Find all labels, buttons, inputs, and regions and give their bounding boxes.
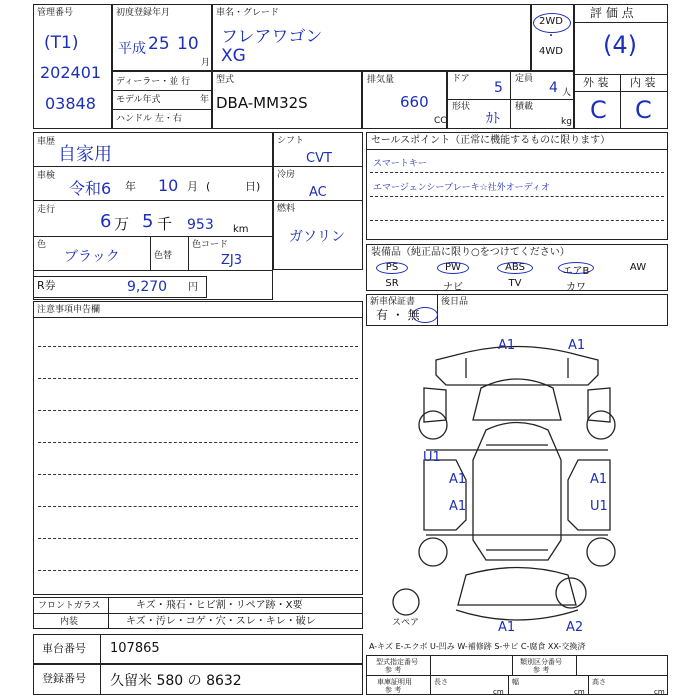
inspection-era-unit: 年: [125, 180, 136, 193]
car-grade: XG: [221, 46, 246, 66]
rating-value: (4): [603, 31, 637, 59]
recycle-box: [33, 276, 207, 298]
fuel-value: ガソリン: [289, 229, 345, 245]
glass-value: キズ・飛石・ヒビ割・リペア跡・X要: [136, 600, 303, 611]
door-value: 5: [494, 80, 503, 96]
mark-7: U1: [590, 499, 608, 514]
footer-cert: 車庫証明用: [377, 678, 412, 686]
inspection-era: 令和6: [69, 179, 112, 198]
fuel-label: 燃料: [277, 204, 296, 214]
drive-4wd: 4WD: [539, 46, 563, 57]
mileage-u1: 万: [114, 215, 130, 233]
spare-label: スペア: [392, 618, 420, 628]
mileage-label: 走行: [37, 205, 56, 215]
first-reg-year: 25: [148, 34, 170, 54]
load-label: 積載: [515, 102, 534, 112]
equip-aw: AW: [629, 262, 647, 273]
mark-6: A1: [449, 499, 467, 514]
drive-divider: [530, 4, 532, 71]
footer-length-cm: cm: [493, 688, 504, 696]
footer-width-cm: cm: [574, 688, 585, 696]
warranty-label: 新車保証書: [370, 297, 416, 307]
equip-abs: ABS: [505, 262, 525, 273]
drive-2wd: 2WD: [539, 16, 563, 27]
cap-label: 定員: [515, 74, 534, 84]
mgmt-line2: 202401: [40, 63, 102, 82]
footer-length: 長さ: [434, 678, 448, 686]
color-value: ブラック: [64, 249, 120, 265]
load-unit: kg: [561, 117, 572, 127]
equipment-label: 装備品（純正品に限り○をつけてください）: [371, 247, 570, 258]
chassis-label: 車台番号: [42, 642, 86, 655]
sales-line1: スマートキー: [373, 159, 427, 169]
mark-8: A1: [498, 620, 516, 635]
dealer-label: ディーラー・並 行: [116, 77, 191, 87]
glass-label: フロントガラス: [38, 601, 101, 611]
mgmt-line3: 03848: [45, 94, 96, 113]
color-code-label: 色コード: [192, 240, 229, 250]
plate-label: 登録番号: [42, 672, 86, 685]
footer-height: 高さ: [592, 678, 606, 686]
cap-unit: 人: [562, 88, 572, 98]
cc-label: 排気量: [367, 75, 395, 85]
first-reg-era: 平成: [118, 41, 146, 57]
inspection-day-open: (: [206, 180, 211, 193]
ac-label: 冷房: [277, 170, 296, 180]
int-label: 内 装: [630, 76, 656, 89]
type-value: DBA-MM32S: [216, 94, 308, 112]
mark-1: A1: [498, 338, 516, 353]
sales-label: セールスポイント（正常に機能するものに限ります）: [371, 135, 611, 146]
mark-5: A1: [590, 472, 608, 487]
mileage-unit: km: [233, 224, 249, 235]
mark-3: U1: [423, 450, 441, 465]
footer-height-cm: cm: [654, 688, 665, 696]
history-label: 車歴: [37, 137, 56, 147]
mileage-u2: 千: [157, 215, 173, 233]
inspection-label: 車検: [37, 171, 56, 181]
interior-label: 内装: [60, 617, 79, 627]
recycle-unit: 円: [188, 282, 198, 293]
cc-unit: CC: [434, 116, 447, 126]
equip-airbag: エアB: [562, 266, 590, 277]
shift-label: シフト: [277, 136, 305, 146]
warranty-value: 有 ・ 無: [376, 308, 420, 322]
car-diagram: [366, 330, 668, 635]
equip-ps: PS: [385, 262, 399, 273]
interior-value: キズ・汚レ・コゲ・穴・スレ・キレ・破レ: [126, 616, 316, 627]
cc-value: 660: [400, 93, 429, 111]
mgmt-line1: (T1): [44, 33, 79, 53]
sales-line2: エマージェンシーブレーキ☆社外オーディオ: [373, 183, 550, 193]
door-label: ドア: [452, 74, 470, 84]
first-reg-month-unit: 月: [201, 58, 211, 68]
footer-ref2: 参 考: [533, 666, 550, 674]
type-label: 型式: [216, 75, 235, 85]
recycle-value: 9,270: [127, 279, 168, 295]
footer-width: 幅: [512, 678, 519, 686]
history-value: 自家用: [58, 144, 112, 165]
inspection-day-unit: 日): [245, 180, 261, 193]
model-year-label: モデル年式: [116, 95, 161, 105]
equip-navi: ナビ: [443, 282, 463, 293]
legend: A-キズ E-エクボ U-凹み W-補修跡 S-サビ C-腐食 XX-交換済: [369, 642, 586, 651]
ext-label: 外 装: [583, 76, 609, 89]
mgmt-label: 管理番号: [37, 8, 74, 18]
notes-label: 注意事項申告欄: [37, 305, 101, 315]
first-reg-label: 初度登録年月: [116, 8, 171, 18]
footer-ref3: 参 考: [385, 686, 402, 694]
color-label: 色: [37, 240, 47, 250]
cap-value: 4: [549, 80, 558, 96]
footer-class-no: 類別区分番号: [520, 658, 562, 666]
year-unit: 年: [200, 95, 210, 105]
mark-2: A1: [568, 338, 586, 353]
int-grade: C: [635, 96, 652, 124]
ac-value: AC: [309, 185, 327, 200]
shape-label: 形状: [452, 102, 471, 112]
recycle-label: R券: [37, 279, 56, 292]
equip-pw: PW: [445, 262, 461, 273]
mileage-v2: 5: [142, 211, 154, 232]
inspection-month-unit: 月: [187, 180, 198, 193]
shift-value: CVT: [306, 151, 332, 166]
ext-grade: C: [590, 96, 607, 124]
manual-label: 後日品: [441, 297, 469, 307]
car-name: フレアワゴン: [221, 27, 323, 47]
mileage-v3: 953: [187, 217, 214, 233]
plate-value: 久留米 580 の 8632: [110, 673, 242, 689]
chassis-value: 107865: [110, 641, 160, 656]
handle-label: ハンドル 左・右: [116, 114, 182, 124]
equip-leather: カワ: [566, 282, 586, 293]
footer-type-no: 型式指定番号: [376, 658, 418, 666]
equip-sr: SR: [385, 278, 399, 289]
drive-dot: ・: [546, 31, 556, 42]
mark-9: A2: [566, 620, 584, 635]
name-label: 車名・グレード: [216, 8, 280, 18]
inspection-month: 10: [158, 176, 179, 195]
rating-label: 評 価 点: [590, 6, 634, 20]
shape-value: ｶﾄ: [486, 111, 500, 127]
mark-4: A1: [449, 472, 467, 487]
color-change-label: 色替: [154, 251, 173, 261]
first-reg-month: 10: [177, 34, 199, 54]
color-code: ZJ3: [221, 253, 243, 268]
footer-ref1: 参 考: [385, 666, 402, 674]
mileage-v1: 6: [100, 211, 112, 232]
equip-tv: TV: [508, 278, 522, 289]
